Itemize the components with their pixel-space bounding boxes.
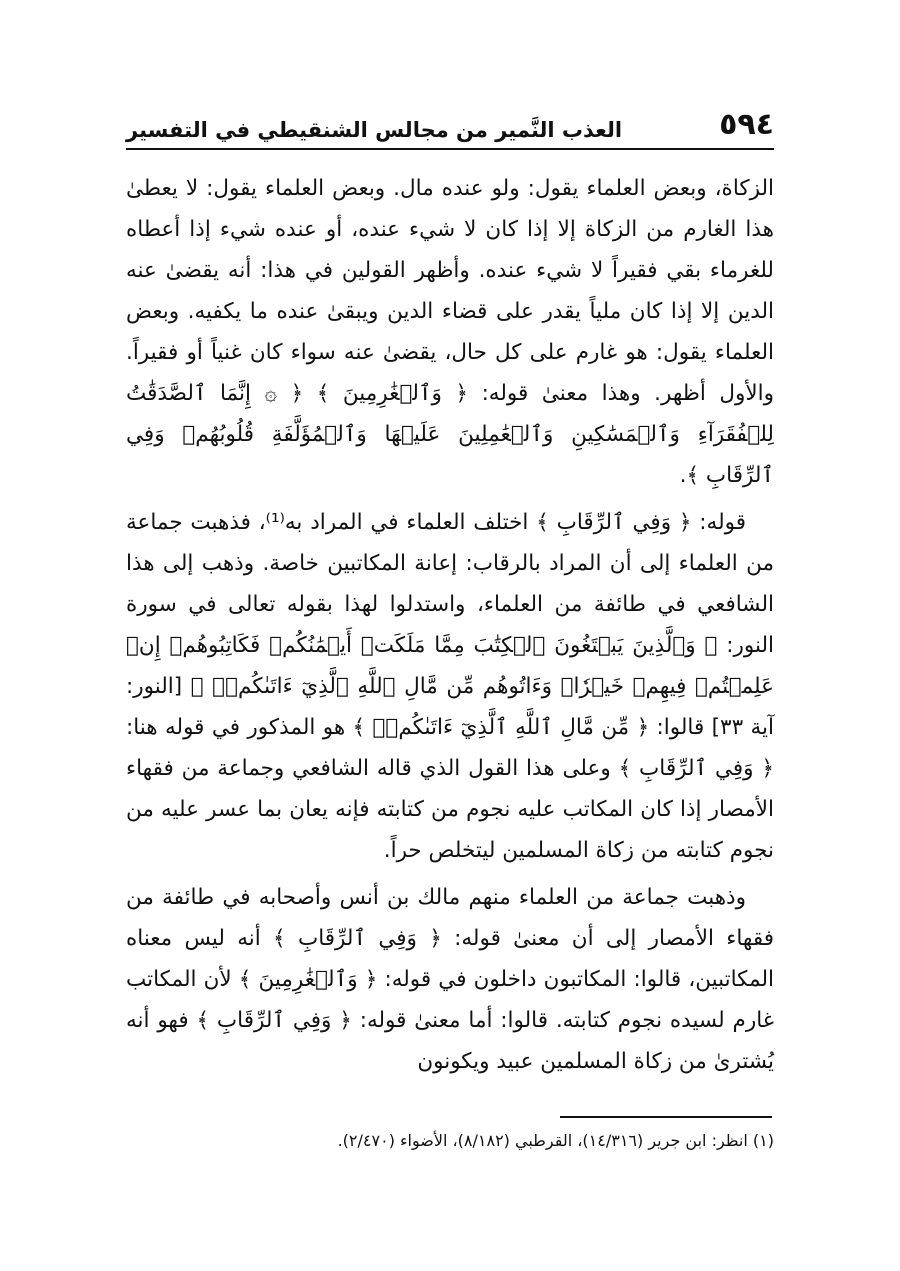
paragraph-3: وذهبت جماعة من العلماء منهم مالك بن أنس وأصحابه في طائفة من فقهاء الأمصار إلى أن معنىٰ قوله: ﴿ وَفِي ٱلرِّقَابِ ﴾ أنه ليس معناه المكاتبين، قالوا: المكاتبون داخلون في قوله: ﴿ وَٱلۡغَٰرِمِينَ ﴾ لأن المكاتب غارم لسيده نجوم كتابته. قالوا: أما معنىٰ قوله: ﴿ وَفِي ٱلرِّقَابِ ﴾ فهو أنه يُشترىٰ من زكاة المسلمين عبيد ويكونون xyxy=(126,885,774,1074)
paragraph-1: الزكاة، وبعض العلماء يقول: ولو عنده مال. وبعض العلماء يقول: لا يعطىٰ هذا الغارم من الزكاة إلا إذا كان لا شيء عنده، أو عنده شيء إذا أعطاه للغرماء بقي فقيراً لا شيء عنده. وأظهر القولين في هذا: أنه يقضىٰ عنه الدين إلا إذا كان ملياً يقدر على قضاء الدين ويبقىٰ عنده ما يكفيه. وبعض العلماء يقول: هو غارم على كل حال، يقضىٰ عنه سواء كان غنياً أو فقيراً. والأول أظهر. وهذا معنىٰ قوله: ﴿ وَٱلۡغَٰرِمِينَ ﴾ ﴿ ۞ إِنَّمَا ٱلصَّدَقَٰتُ لِلۡفُقَرَآءِ وَٱلۡمَسَٰكِينِ وَٱلۡعَٰمِلِينَ عَلَيۡهَا وَٱلۡمُؤَلَّفَةِ قُلُوبُهُمۡ وَفِي ٱلرِّقَابِ ﴾. xyxy=(126,176,774,488)
footnote-divider xyxy=(560,1116,772,1118)
body-text xyxy=(126,168,774,1082)
page-header xyxy=(126,100,774,150)
paragraph-2: قوله: ﴿ وَفِي ٱلرِّقَابِ ﴾ اختلف العلماء في المراد به⁽¹⁾، فذهبت جماعة من العلماء إلى أن المراد بالرقاب: إعانة المكاتبين خاصة. وذهب إلى هذا الشافعي في طائفة من العلماء، واستدلوا لهذا بقوله تعالى في سورة النور: ﴿ وَٱلَّذِينَ يَبۡتَغُونَ ٱلۡكِتَٰبَ مِمَّا مَلَكَتۡ أَيۡمَٰنُكُمۡ فَكَاتِبُوهُمۡ إِنۡ عَلِمۡتُمۡ فِيهِمۡ خَيۡرٗاۖ وَءَاتُوهُم مِّن مَّالِ ٱللَّهِ ٱلَّذِيٓ ءَاتَىٰكُمۡۚ ﴾ [النور: آية ٣٣] قالوا: ﴿ مِّن مَّالِ ٱللَّهِ ٱلَّذِيٓ ءَاتَىٰكُمۡۚ ﴾ هو المذكور في قوله هنا: ﴿ وَفِي ٱلرِّقَابِ ﴾ وعلى هذا القول الذي قاله الشافعي وجماعة من فقهاء الأمصار إذا كان المكاتب عليه نجوم من كتابته فإنه يعان بما عسر عليه من نجوم كتابته من زكاة المسلمين ليتخلص حراً. xyxy=(126,510,774,863)
book-title: العذب النَّمير من مجالس الشنقيطي في التفسير xyxy=(126,118,623,142)
footnote: (١) انظر: ابن جرير (١٤/٣١٦)، القرطبي (٨/١٨٢)، الأضواء (٢/٤٧٠). xyxy=(337,1131,774,1150)
page-number: ٥٩٤ xyxy=(719,107,774,142)
